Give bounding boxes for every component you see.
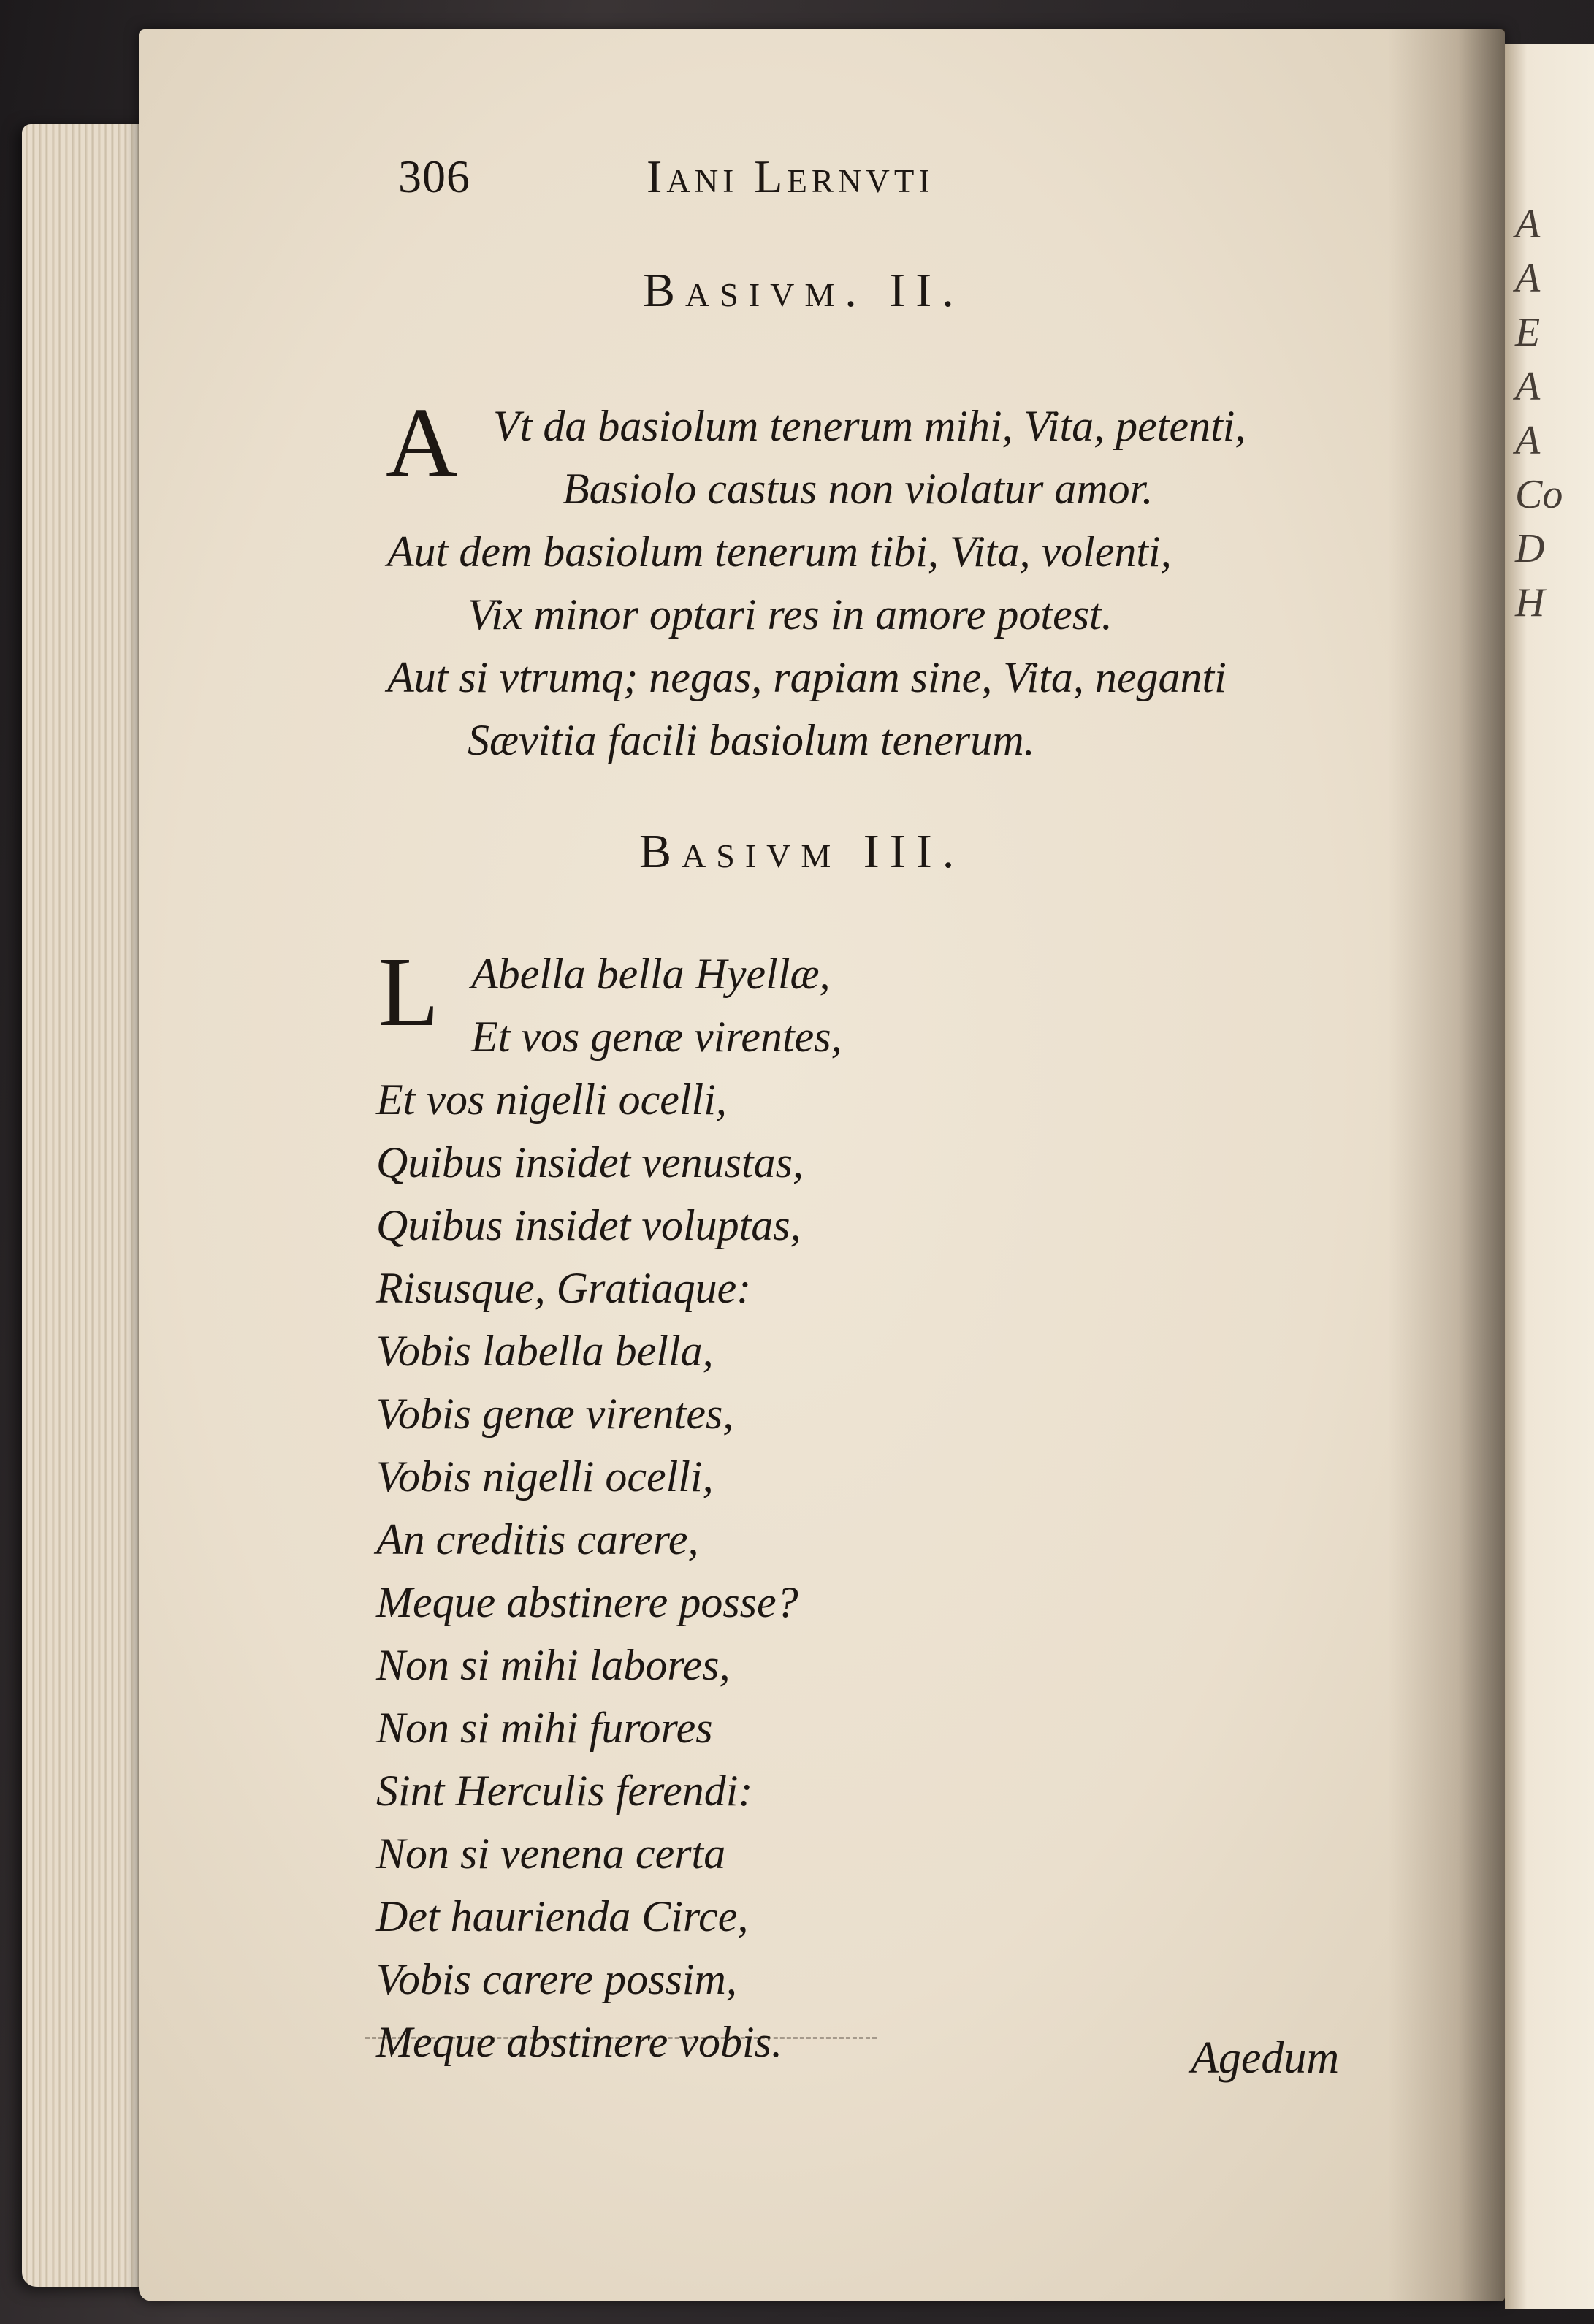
verse-line: Non si mihi labores, — [376, 1641, 731, 1689]
basium-3-title: Basivm III. — [639, 825, 965, 878]
basium-3-drop-cap: L — [378, 937, 440, 1047]
basium-2-verse — [386, 388, 1246, 772]
verse-line: Vobis genæ virentes, — [376, 1390, 734, 1438]
verse-line: Det haurienda Circe, — [376, 1892, 749, 1940]
verse-line: Sævitia facili basiolum tenerum. — [468, 716, 1035, 764]
print-rule — [365, 2037, 877, 2039]
verse-line: Quibus insidet venustas, — [376, 1138, 804, 1186]
facing-page — [1505, 44, 1594, 2309]
verse-line: Aut si vtrumq; negas, rapiam sine, Vita, neganti — [387, 653, 1227, 701]
verse-line: Meque abstinere vobis. — [376, 2018, 782, 2066]
verse-line: Vix minor optari res in amore potest. — [468, 590, 1113, 639]
verse-line: Aut dem basiolum tenerum tibi, Vita, volenti, — [387, 527, 1172, 576]
verse-line: Vobis carere possim, — [376, 1955, 737, 2003]
running-head — [398, 150, 1158, 216]
verse-line: Et vos nigelli ocelli, — [376, 1075, 727, 1124]
basium-2-drop-cap: A — [386, 388, 458, 498]
basium-2-title: Basivm. II. — [643, 264, 964, 317]
verse-line: Vobis labella bella, — [376, 1327, 714, 1375]
verse-line: Basiolo castus non violatur amor. — [563, 465, 1153, 513]
verse-line: Non si venena certa — [376, 1829, 726, 1878]
verse-line: Abella bella Hyellæ, — [471, 950, 831, 998]
verse-line: Quibus insidet voluptas, — [376, 1201, 801, 1249]
verse-line: Non si mihi furores — [376, 1704, 713, 1752]
catchword: Agedum — [1191, 2033, 1340, 2083]
running-head-title: Iani Lernvti — [647, 151, 934, 202]
verse-line: Vobis nigelli ocelli, — [376, 1452, 714, 1501]
verse-line: Et vos genæ virentes, — [471, 1013, 842, 1061]
verse-line: Sint Herculis ferendi: — [376, 1767, 753, 1815]
verse-line: Vt da basiolum tenerum mihi, Vita, petenti, — [493, 402, 1246, 450]
verse-line: An creditis carere, — [376, 1515, 699, 1563]
verse-line: Meque abstinere posse? — [376, 1578, 798, 1626]
book-gutter — [1388, 29, 1505, 2301]
basium-3-verse — [376, 937, 842, 2073]
verse-line: Risusque, Gratiaque: — [376, 1264, 752, 1312]
facing-page-fragment: A A E A A Co D H — [1515, 202, 1563, 625]
page-number: 306 — [398, 151, 470, 202]
